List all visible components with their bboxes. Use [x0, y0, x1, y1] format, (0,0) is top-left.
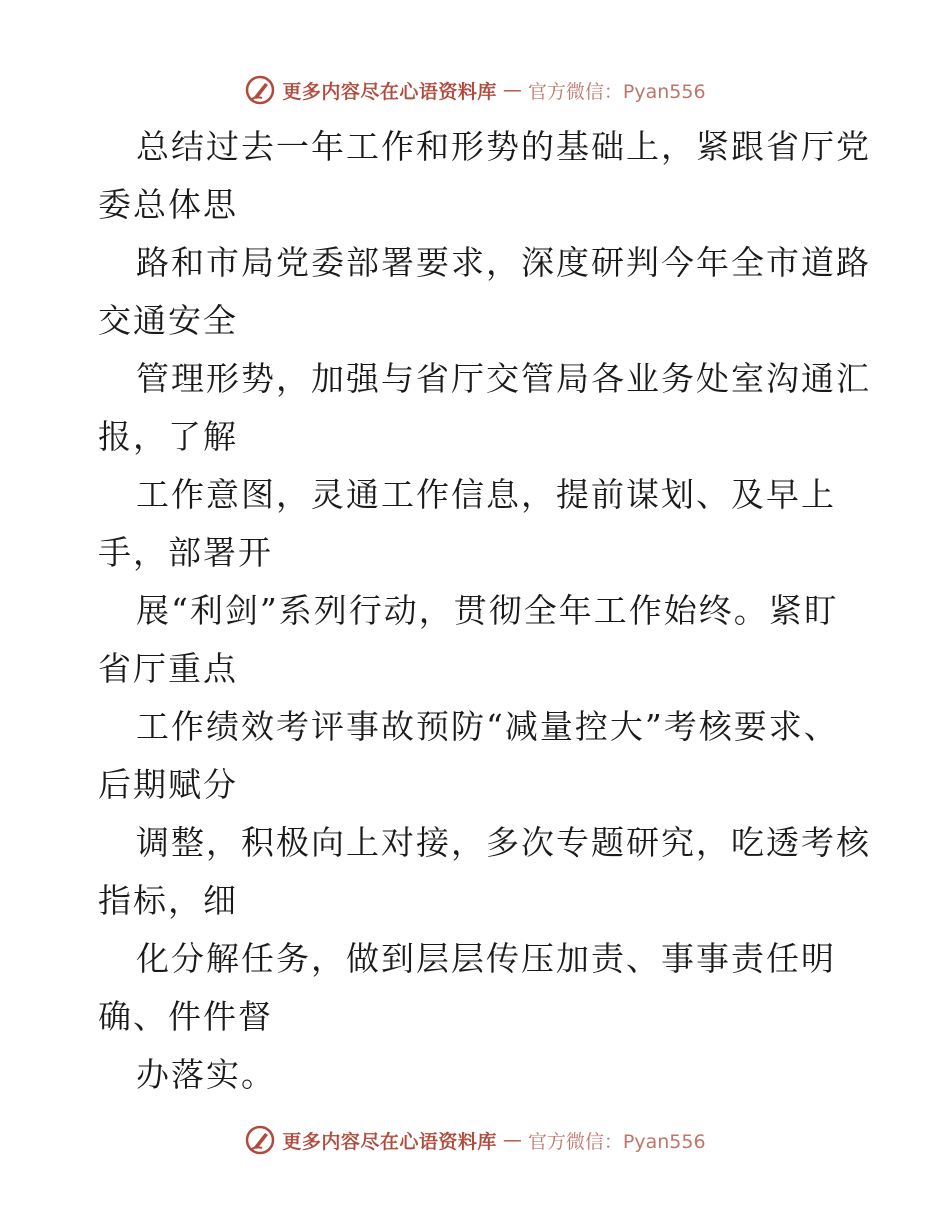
text-line: 管理形势，加强与省厅交管局各业务处室沟通汇: [136, 359, 871, 398]
text-line: 委总体思: [98, 185, 238, 224]
text-line: 总结过去一年工作和形势的基础上，紧跟省厅党: [136, 127, 871, 166]
document-body: [98, 118, 871, 1104]
footer-watermark: [0, 1120, 950, 1160]
text-line: 指标，细: [98, 881, 238, 920]
text-line: 调整，积极向上对接，多次专题研究，吃透考核: [136, 823, 871, 862]
watermark-contact: 官方微信：Pyan556: [527, 1130, 706, 1153]
text-line: 展“利剑”系列行动，贯彻全年工作始终。紧盯: [136, 591, 839, 630]
watermark-contact: 官方微信：Pyan556: [527, 80, 706, 103]
quill-logo-icon: [244, 74, 276, 106]
text-line: 确、件件督: [98, 997, 273, 1036]
text-line: 报，了解: [98, 417, 238, 456]
text-line: 办落实。: [136, 1055, 276, 1094]
text-line: 交通安全: [98, 301, 238, 340]
watermark-brand: 更多内容尽在心语资料库: [282, 1130, 497, 1153]
text-line: 路和市局党委部署要求，深度研判今年全市道路: [136, 243, 871, 282]
text-line: 省厅重点: [98, 649, 238, 688]
text-line: 工作绩效考评事故预防“减量控大”考核要求、: [136, 707, 839, 746]
watermark-separator: —: [502, 1129, 522, 1151]
header-watermark: [0, 70, 950, 110]
watermark-brand: 更多内容尽在心语资料库: [282, 80, 497, 103]
text-line: 手，部署开: [98, 533, 273, 572]
text-line: 工作意图，灵通工作信息，提前谋划、及早上: [136, 475, 836, 514]
quill-logo-icon: [244, 1124, 276, 1156]
watermark-separator: —: [502, 79, 522, 101]
text-line: 化分解任务，做到层层传压加责、事事责任明: [136, 939, 836, 978]
text-line: 后期赋分: [98, 765, 238, 804]
